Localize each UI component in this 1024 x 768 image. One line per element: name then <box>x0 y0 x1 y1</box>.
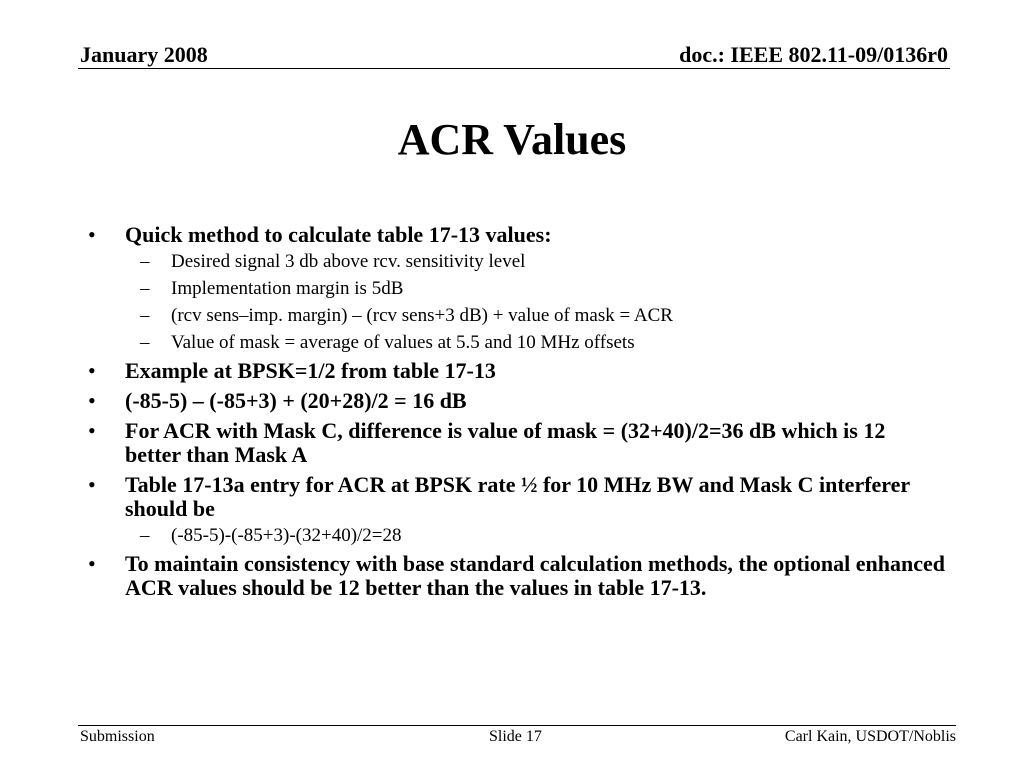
footer-slide-number: Slide 17 <box>489 728 542 745</box>
dash-icon: – <box>140 332 150 353</box>
header-doc-id: doc.: IEEE 802.11-09/0136r0 <box>679 42 948 67</box>
sub-bullet-item <box>0 332 961 354</box>
bullet-text: Quick method to calculate table 17-13 values: <box>125 222 552 247</box>
sub-bullet-item <box>0 278 961 300</box>
bullet-text: Table 17-13a entry for ACR at BPSK rate ½ for 10 MHz BW and Mask C interferer should be <box>125 472 910 521</box>
bullet-item <box>0 223 945 247</box>
bullet-icon: • <box>88 388 96 413</box>
bullet-text: (-85-5) – (-85+3) + (20+28)/2 = 16 dB <box>125 388 467 413</box>
dash-icon: – <box>140 278 150 299</box>
footer-divider <box>78 725 956 726</box>
dash-icon: – <box>140 305 150 326</box>
footer-submission: Submission <box>80 728 155 745</box>
bullet-text: Example at BPSK=1/2 from table 17-13 <box>125 358 496 383</box>
bullet-item <box>0 473 945 521</box>
bullet-item <box>0 389 945 413</box>
bullet-text: To maintain consistency with base standard calculation methods, the optional enhanced ACR values should be 12 better than the values in table 17-13. <box>125 551 946 600</box>
header-date: January 2008 <box>80 42 208 67</box>
bullet-item <box>0 552 945 600</box>
sub-bullet-text: (rcv sens–imp. margin) – (rcv sens+3 dB) + value of mask = ACR <box>171 305 673 326</box>
bullet-item <box>0 359 945 383</box>
sub-bullet-text: (-85-5)-(-85+3)-(32+40)/2=28 <box>171 525 402 546</box>
bullet-icon: • <box>88 358 96 383</box>
header-divider <box>78 68 950 69</box>
bullet-icon: • <box>88 222 96 247</box>
bullet-icon: • <box>88 472 96 497</box>
sub-bullet-item <box>0 251 961 273</box>
footer-author: Carl Kain, USDOT/Noblis <box>784 728 956 745</box>
bullet-icon: • <box>88 418 96 443</box>
sub-bullet-text: Implementation margin is 5dB <box>171 278 404 299</box>
sub-bullet-text: Desired signal 3 db above rcv. sensitivity level <box>171 251 526 272</box>
bullet-item <box>0 419 945 467</box>
dash-icon: – <box>140 525 150 546</box>
sub-bullet-text: Value of mask = average of values at 5.5 and 10 MHz offsets <box>171 332 635 353</box>
bullet-icon: • <box>88 551 96 576</box>
sub-bullet-item <box>0 525 961 547</box>
dash-icon: – <box>140 251 150 272</box>
bullet-text: For ACR with Mask C, difference is value of mask = (32+40)/2=36 dB which is 12 better than Mask A <box>125 418 886 467</box>
sub-bullet-item <box>0 305 961 327</box>
slide-title: ACR Values <box>397 115 627 164</box>
slide-body <box>0 223 1024 606</box>
